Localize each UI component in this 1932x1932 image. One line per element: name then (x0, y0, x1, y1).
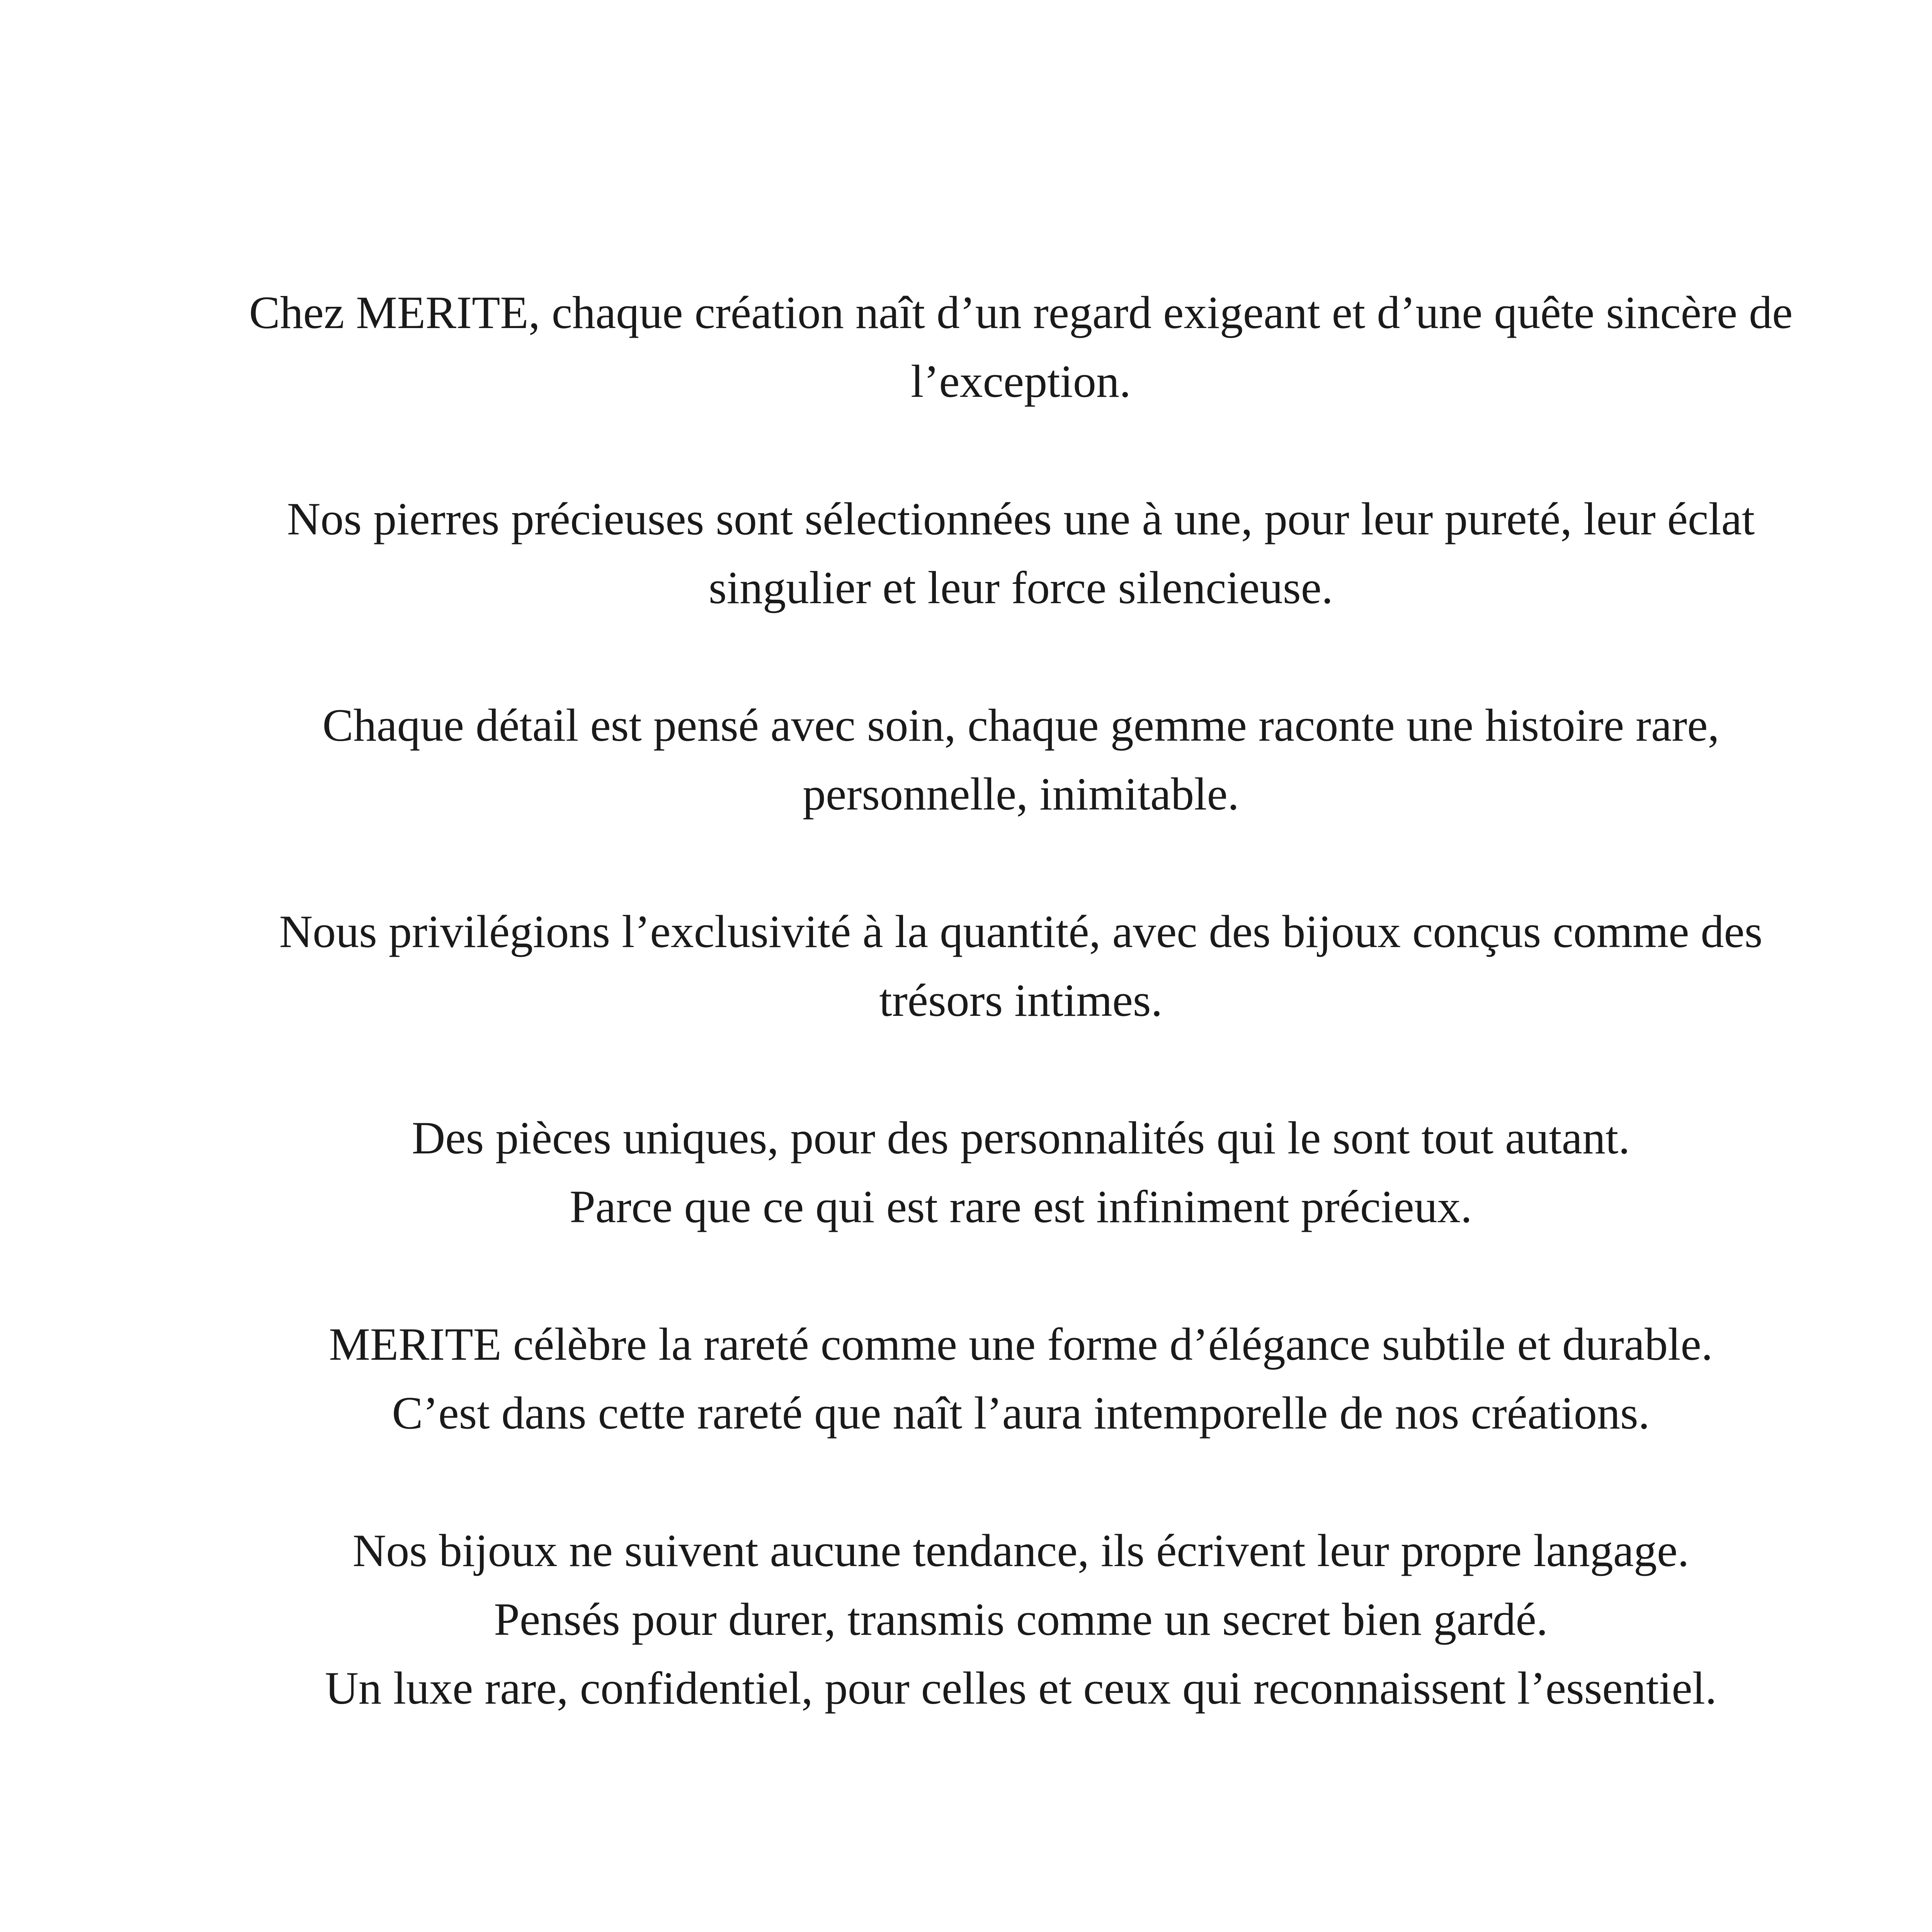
paragraph-3 (155, 691, 1887, 828)
paragraph-line: Pensés pour durer, transmis comme un secret bien gardé. (494, 1594, 1548, 1645)
paragraph-line: Nos bijoux ne suivent aucune tendance, ils écrivent leur propre langage. (352, 1525, 1689, 1576)
paragraph-4 (155, 897, 1887, 1035)
paragraph-line: Chez MERITE, chaque création naît d’un regard exigeant et d’une quête sincère de (249, 287, 1793, 338)
paragraph-line: trésors intimes. (879, 975, 1163, 1026)
text-block (155, 278, 1887, 1723)
paragraph-line: singulier et leur force silencieuse. (708, 562, 1333, 613)
paragraph-line: l’exception. (911, 355, 1131, 407)
paragraph-5 (155, 1104, 1887, 1241)
paragraph-line: C’est dans cette rareté que naît l’aura intemporelle de nos créations. (392, 1387, 1650, 1439)
paragraph-2 (155, 485, 1887, 622)
paragraph-line: Parce que ce qui est rare est infiniment précieux. (570, 1181, 1472, 1232)
paragraph-line: personnelle, inimitable. (803, 768, 1239, 820)
paragraph-line: Nos pierres précieuses sont sélectionnées une à une, pour leur pureté, leur éclat (287, 493, 1755, 544)
paragraph-line: Des pièces uniques, pour des personnalités qui le sont tout autant. (412, 1112, 1630, 1163)
paragraph-line: MERITE célèbre la rareté comme une forme d’élégance subtile et durable. (329, 1318, 1713, 1370)
paragraph-1 (155, 278, 1887, 416)
paragraph-6 (155, 1310, 1887, 1447)
paragraph-line: Nous privilégions l’exclusivité à la quantité, avec des bijoux conçus comme des (279, 906, 1763, 957)
paragraph-7 (155, 1516, 1887, 1723)
paragraph-line: Chaque détail est pensé avec soin, chaque gemme raconte une histoire rare, (322, 699, 1719, 751)
paragraph-line: Un luxe rare, confidentiel, pour celles et ceux qui reconnaissent l’essentiel. (325, 1662, 1717, 1714)
